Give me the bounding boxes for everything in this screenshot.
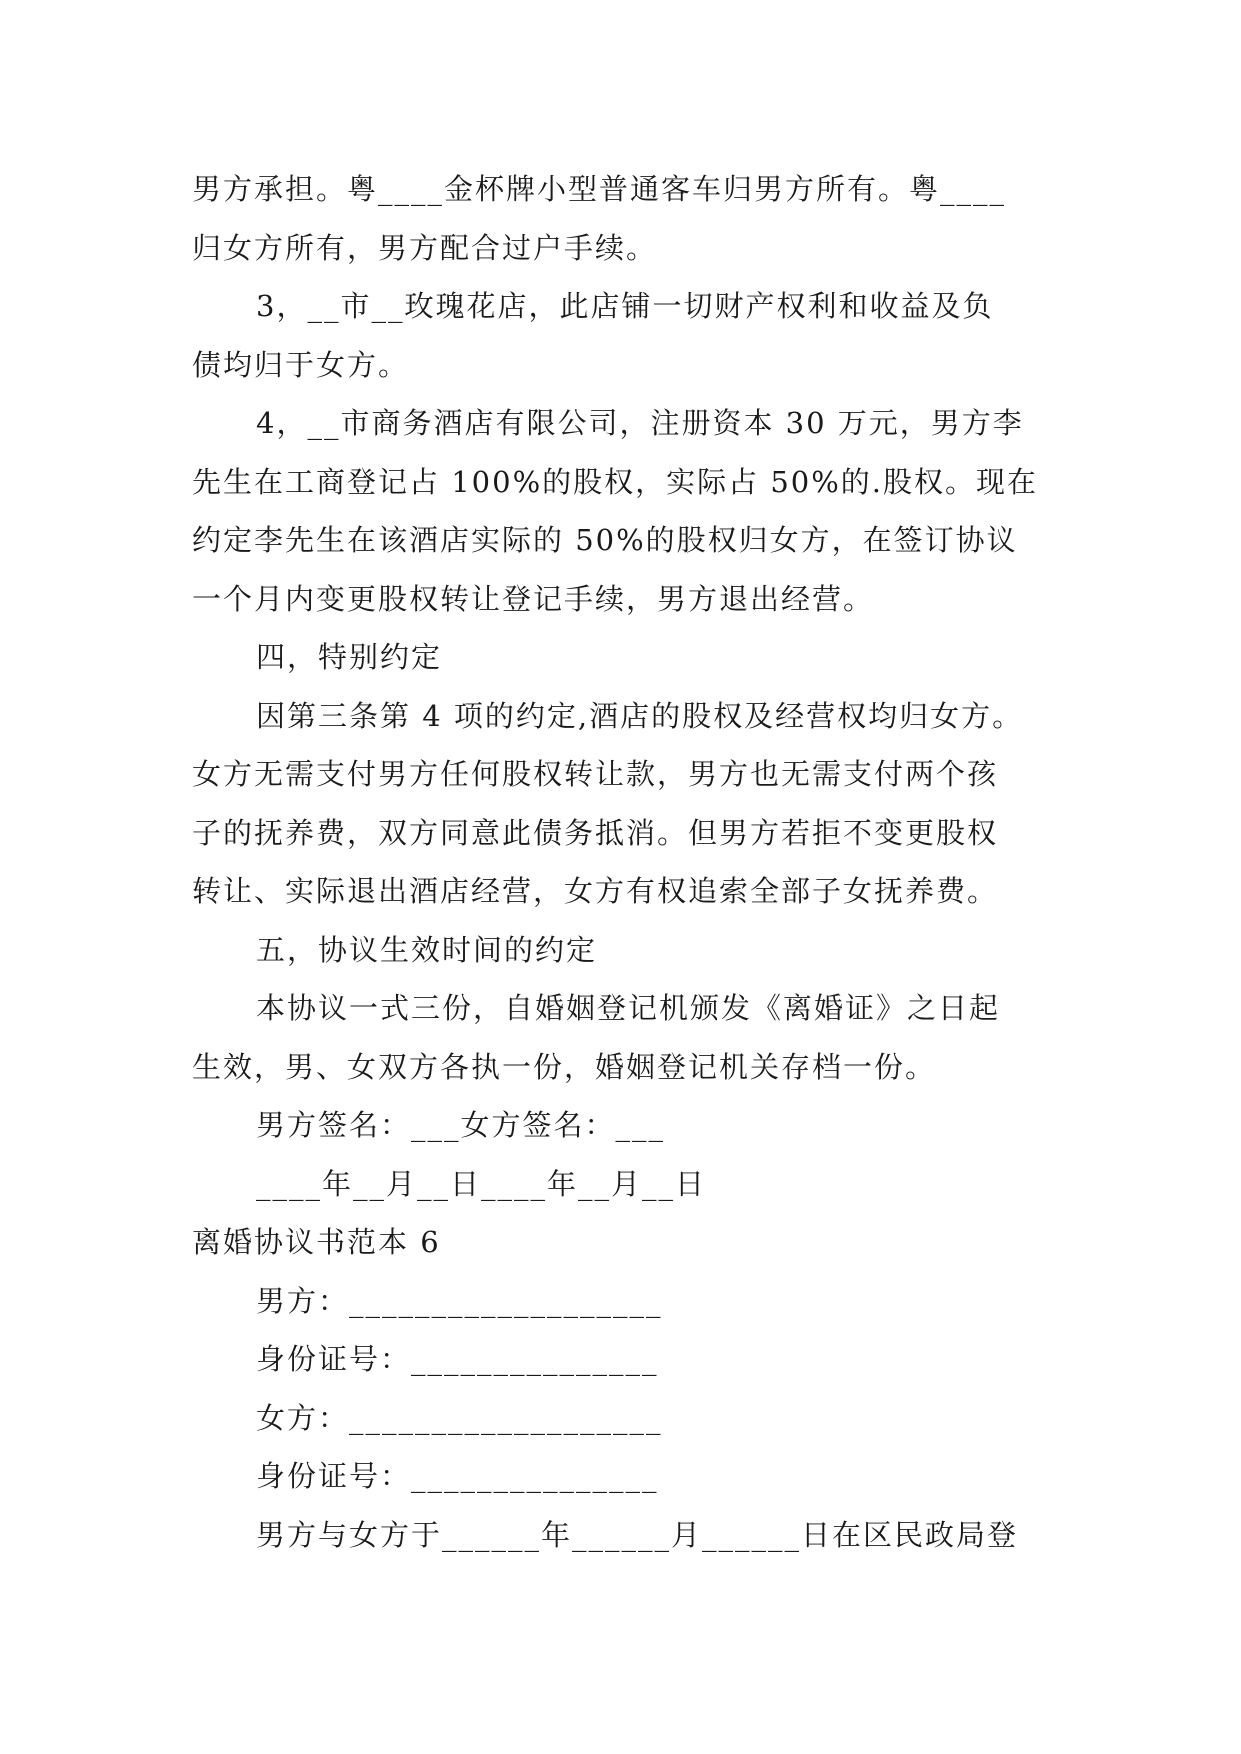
text-line: 4，__市商务酒店有限公司，注册资本 30 万元，男方李 — [256, 406, 1024, 440]
text-line: 女方：___________________ — [256, 1400, 663, 1435]
text-line: 女方无需支付男方任何股权转让款，男方也无需支付两个孩 — [192, 757, 999, 791]
text-line: 男方承担。粤____金杯牌小型普通客车归男方所有。粤____ — [192, 172, 1007, 206]
text-line: 男方与女方于______年______月______日在区民政局登 — [256, 1517, 1019, 1552]
text-line: 四，特别约定 — [256, 640, 443, 674]
text-line: 因第三条第 4 项的约定,酒店的股权及经营权均归女方。 — [256, 698, 1024, 733]
text-line: 身份证号：_______________ — [256, 1342, 659, 1376]
text-line: 约定李先生在该酒店实际的 50%的股权归女方，在签订协议 — [192, 523, 1018, 557]
text-line: 债均归于女方。 — [192, 347, 410, 382]
text-line: 归女方所有，男方配合过户手续。 — [192, 230, 658, 265]
text-line: 男方：___________________ — [256, 1283, 663, 1318]
text-line: 一个月内变更股权转让登记手续，男方退出经营。 — [192, 581, 875, 616]
text-line: ____年__月__日____年__月__日 — [256, 1166, 707, 1201]
text-line: 生效，男、女双方各执一份，婚姻登记机关存档一份。 — [192, 1049, 937, 1084]
text-line: 子的抚养费，双方同意此债务抵消。但男方若拒不变更股权 — [192, 815, 999, 850]
text-line: 转让、实际退出酒店经营，女方有权追索全部子女抚养费。 — [192, 874, 999, 908]
text-line: 离婚协议书范本 6 — [192, 1225, 441, 1259]
text-line: 男方签名：___女方签名：___ — [256, 1108, 666, 1142]
text-line: 本协议一式三份，自婚姻登记机颁发《离婚证》之日起 — [256, 991, 1001, 1025]
text-line: 先生在工商登记占 100%的股权，实际占 50%的.股权。现在 — [192, 464, 1039, 499]
text-line: 五，协议生效时间的约定 — [256, 932, 598, 967]
text-line: 3，__市__玫瑰花店，此店铺一切财产权利和收益及负 — [256, 289, 994, 323]
text-line: 身份证号：_______________ — [256, 1459, 659, 1493]
document-body — [192, 160, 1052, 1564]
